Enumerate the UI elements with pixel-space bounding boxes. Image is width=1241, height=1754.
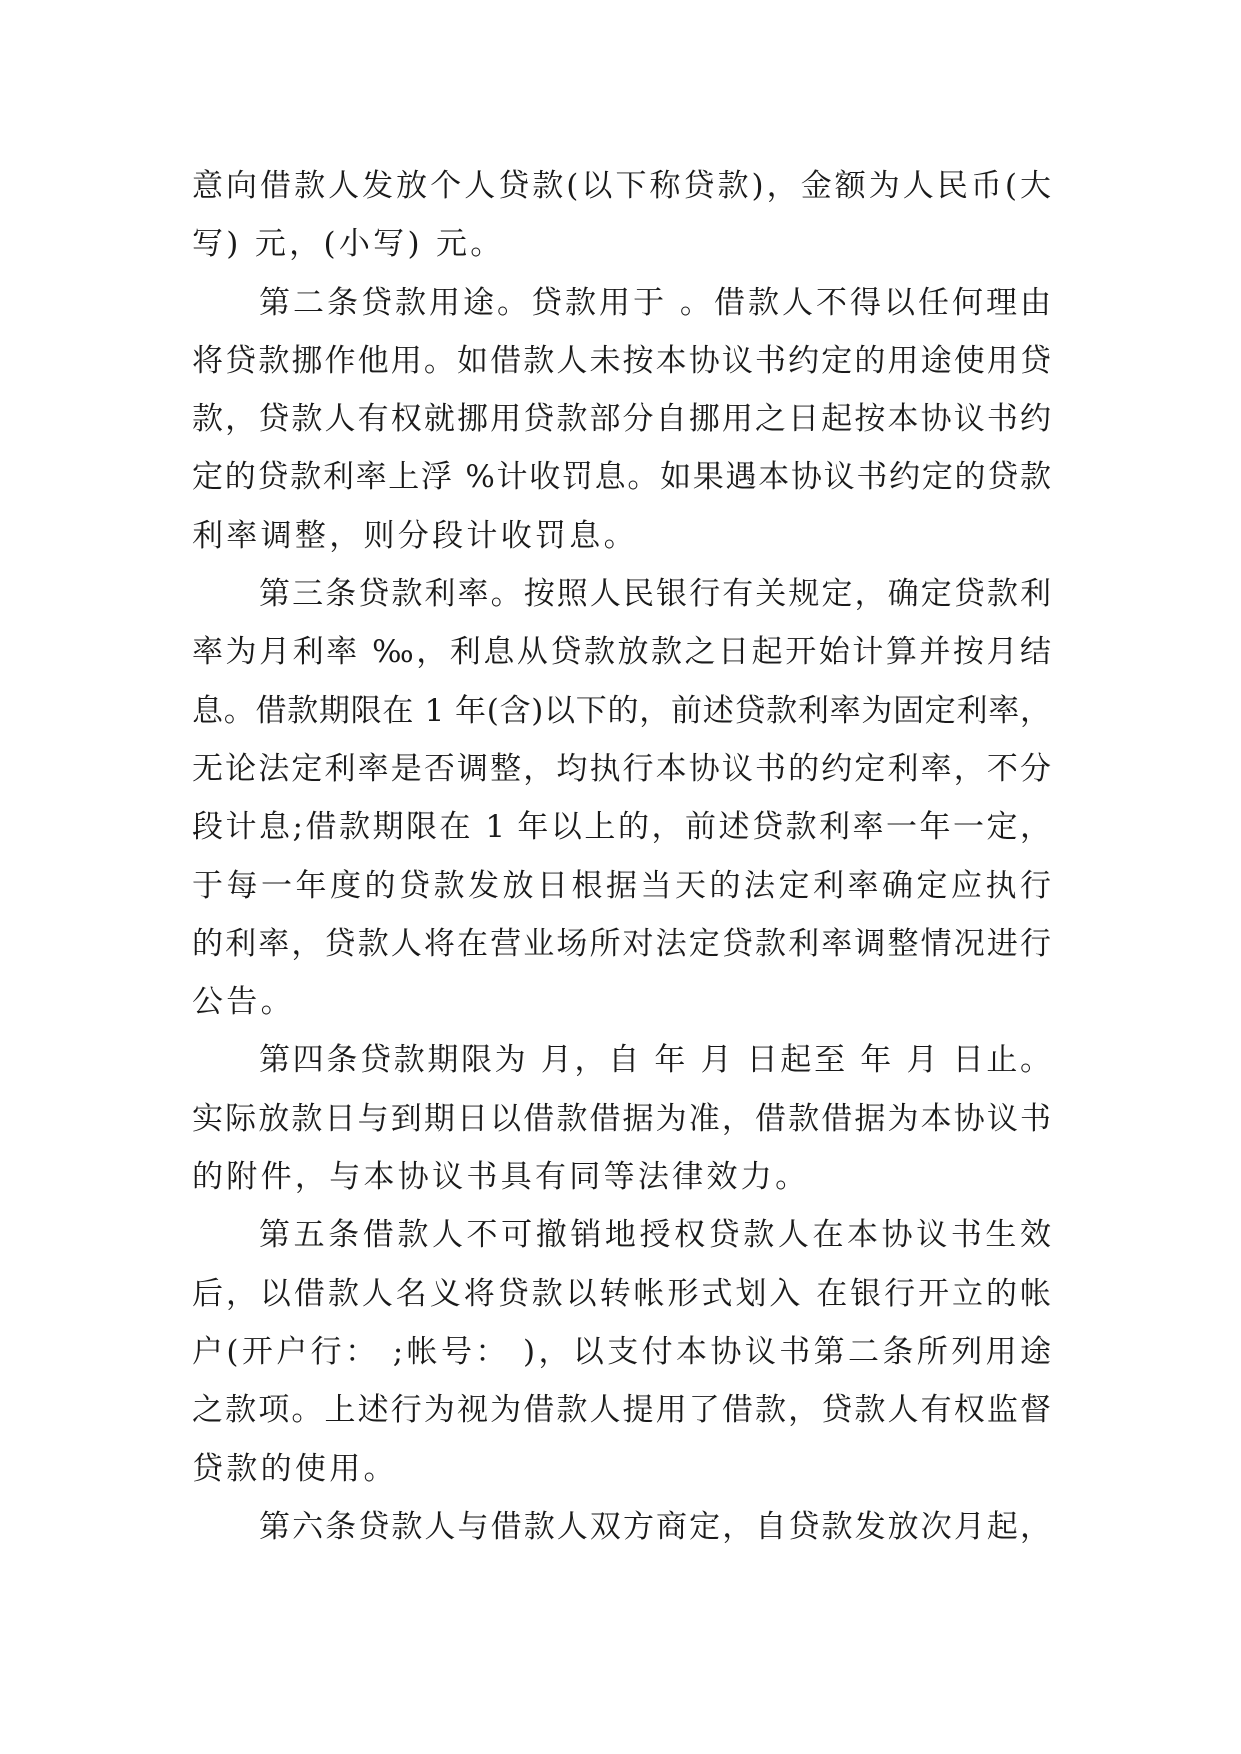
loan-amount-paragraph	[192, 157, 1051, 274]
clause-4-loan-term	[192, 1031, 1051, 1206]
text-line: 实际放款日与到期日以借款借据为准，借款借据为本协议书	[192, 1100, 1051, 1137]
text-line: 定的贷款利率上浮 %计收罚息。如果遇本协议书约定的贷款	[192, 459, 1051, 496]
clause-3-interest-rate	[192, 565, 1051, 1031]
text-line: 写) 元，(小写) 元。	[192, 226, 505, 263]
text-line: 利率调整，则分段计收罚息。	[192, 517, 638, 554]
text-line: 款，贷款人有权就挪用贷款部分自挪用之日起按本协议书约	[192, 401, 1051, 438]
text-line: 将贷款挪作他用。如借款人未按本协议书约定的用途使用贷	[192, 342, 1051, 379]
text-line: 第二条贷款用途。贷款用于 。借款人不得以任何理由	[259, 284, 1051, 321]
clause-6-repayment	[192, 1498, 1051, 1556]
document-body	[192, 157, 1051, 1556]
text-line: 第四条贷款期限为 月，自 年 月 日起至 年 月 日止。	[259, 1042, 1051, 1079]
text-line: 的利率，贷款人将在营业场所对法定贷款利率调整情况进行	[192, 925, 1051, 962]
text-line: 息。借款期限在 1 年(含)以下的，前述贷款利率为固定利率，	[192, 692, 1051, 729]
text-line: 后，以借款人名义将贷款以转帐形式划入 在银行开立的帐	[192, 1275, 1051, 1312]
text-line: 第六条贷款人与借款人双方商定，自贷款发放次月起，	[259, 1508, 1051, 1545]
text-line: 于每一年度的贷款发放日根据当天的法定利率确定应执行	[192, 867, 1051, 904]
text-line: 意向借款人发放个人贷款(以下称贷款)，金额为人民币(大	[192, 168, 1051, 204]
text-line: 的附件，与本协议书具有同等法律效力。	[192, 1159, 810, 1196]
text-line: 第三条贷款利率。按照人民银行有关规定，确定贷款利	[259, 576, 1051, 613]
text-line: 无论法定利率是否调整，均执行本协议书的约定利率，不分	[192, 750, 1051, 787]
text-line: 贷款的使用。	[192, 1450, 398, 1487]
clause-2-loan-purpose	[192, 274, 1051, 565]
text-line: 第五条借款人不可撤销地授权贷款人在本协议书生效	[259, 1217, 1051, 1254]
text-line: 之款项。上述行为视为借款人提用了借款，贷款人有权监督	[192, 1392, 1051, 1429]
text-line: 率为月利率 ‰，利息从贷款放款之日起开始计算并按月结	[192, 634, 1051, 671]
text-line: 公告。	[192, 984, 295, 1021]
text-line: 户(开户行： ;帐号： )，以支付本协议书第二条所列用途	[192, 1333, 1051, 1370]
clause-5-disbursement	[192, 1206, 1051, 1497]
text-line: 段计息;借款期限在 1 年以上的，前述贷款利率一年一定，	[192, 809, 1051, 846]
